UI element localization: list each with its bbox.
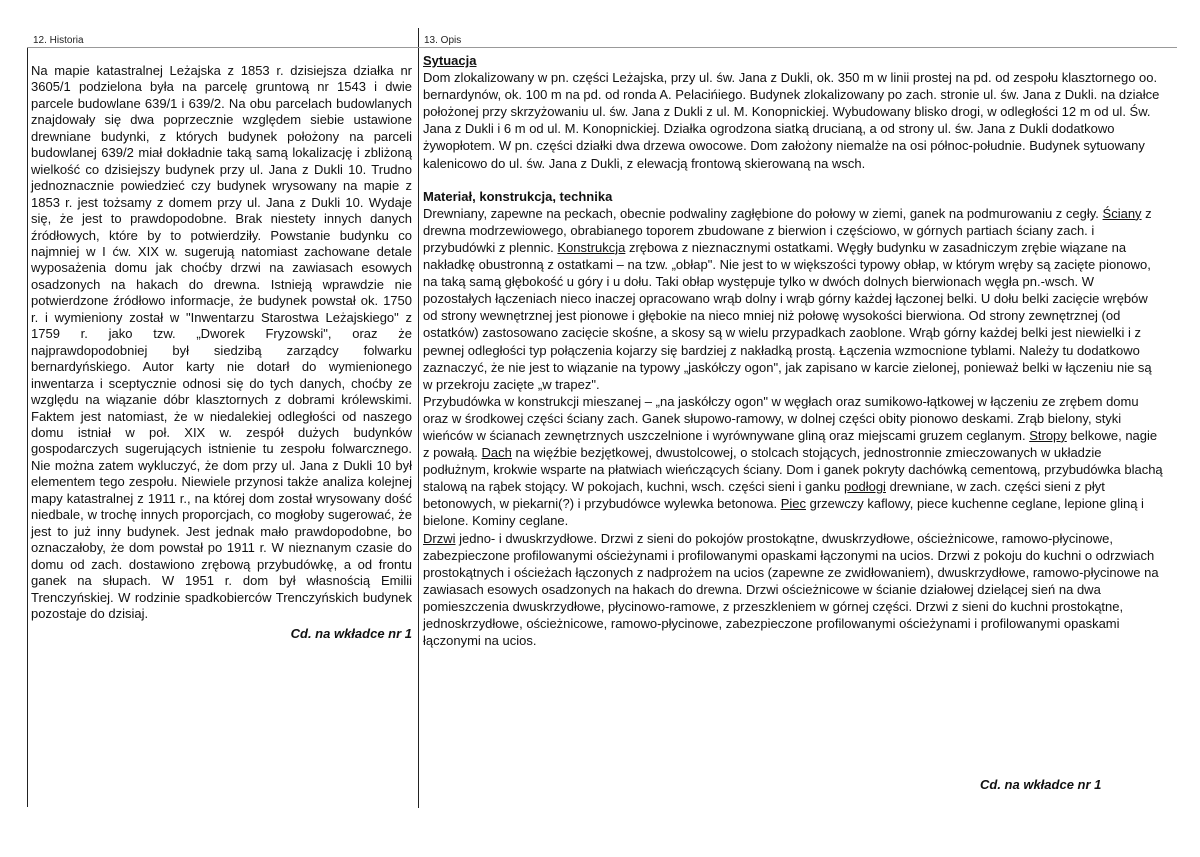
heading-situation: Sytuacja [423, 53, 477, 68]
section-header-history: 12. Historia [33, 35, 84, 46]
text-span: Drewniany, zapewne na peckach, obecnie podwaliny zagłębione do połowy w ziemi, ganek na podmurowaniu z cegły. [423, 205, 1103, 221]
text-span: z drewna modrzewiowego, obrabianego toporem zbudowane z bierwion i częściowo, w górnych partiach ściany zach. i przybudówki z plennic. [423, 205, 1152, 255]
text-span: grzewczy kaflowy, piece kuchenne ceglane, lepione gliną i bielone. Kominy ceglane. [423, 496, 1144, 529]
column-divider [418, 28, 419, 808]
history-text: Na mapie katastralnej Leżajska z 1853 r. dzisiejsza działka nr 3605/1 podzielona była na parcelę gruntową nr 1543 i dwie parcele budowlane 639/1 i 639/2. Na obu parcelach budowlanych znajdowały się dwa poprzecznie względem siebie ustawione drewniane budynki, z których budynek położony na parceli budowlanej 639/2 miał dokładnie taką samą lokalizację i zbliżoną wielkość co dzisiejszy budynek przy ul. Jana z Dukli 10. Trudno jednoznacznie powiedzieć czy budynek wrysowany na mapie z 1853 r. jest tożsamy z domem przy ul. Jana z Dukli 10. Wydaje się, że jest to prawdopodobne. Brak niestety innych danych źródłowych, które by to potwierdziły. Powstanie budynku co najmniej w I ćw. XIX w. sugerują natomiast zachowane detale wyposażenia domu jak choćby drzwi na zawiasach esowych osadzonych na hakach do drewna. Istnieją wprawdzie nie potwierdzone źródłowo informacje, że budynek powstał ok. 1750 r. i wymieniony został w "Inwentarzu Starostwa Leżajskiego" z 1759 r. jako tzw. „Dworek Fryzowski", oraz że najprawdopodobniej był siedzibą zarządcy folwarku bernardyńskiego. Autor karty nie dotarł do wymienionego inwentarza i sceptycznie odnosi się do tych danych, choćby ze względu na wiązanie dóbr klasztornych z dobrami królewskimi. Faktem jest natomiast, że w niedalekiej odległości od naszego domu istniał w poł. XIX w. zespół dużych budynków gospodarczych sugerujących istnienie tu zespołu folwarcznego. Nie można zatem wykluczyć, że dom przy ul. Jana z Dukli 10 był elementem tego zespołu. Niewiele przynosi także analiza kolejnej mapy katastralnej z 1911 r., na której dom został wrysowany dość niedbale, w trochę innych proporcjach, co mogłoby sugerować, że jest to już inny budynek. Jest jednak mało prawdopodobne, bo oznaczałoby, że dom powstał po 1911 r. W nieznanym czasie do domu od zach. dostawiono zrębową przybudówkę, a od frontu ganek na słupach. W 1951 r. dom był własnością Emilii Trenczyńskiej. W rodzinie spadkobierców Trenczyńskich budynek pozostaje do dzisiaj. [31, 63, 412, 621]
section-header-description: 13. Opis [424, 35, 462, 46]
description-section [423, 52, 1163, 649]
continued-note-left: Cd. na wkładce nr 1 [290, 626, 412, 642]
term-floors: podłogi [844, 479, 886, 495]
term-doors: Drzwi [423, 530, 456, 546]
term-construction: Konstrukcja [557, 239, 626, 255]
text-span: drewniane, w zach. części sieni z płyt betonowych, w piekarni(?) i przybudówce wylewka betonowa. [423, 479, 1105, 512]
heading-material: Materiał, konstrukcja, technika [423, 188, 613, 204]
text-span: zrębowa z nieznacznymi ostatkami. Węgły budynku w zasadniczym zrębie wiązane na nakładkę obustronną z ostatkami – na tzw. „obłap". Nie jest to w większości typowy obłap, w którym wręby są zacięte pionowo, na taką samą głębokość u góry i u dołu. Taki obłap występuje tylko w dwóch dolnych bierwionach węgła pn.-wsch. W pozostałych łączeniach nieco inaczej opracowano wrąb dolny i wrąb górny każdej łączonej belki. U dołu belki zacięcie wrębów od strony wewnętrznej jest pionowe i głębokie na nieco mniej niż połowę wysokości bierwiona. Od strony zewnętrznej (od ostatków) zastosowano zacięcie skośne, a skosy są w wielu przypadkach zaoblone. Wrąb górny każdej belki jest niewielki i z pewnej odległości typ połączenia kojarzy się bardziej z nakładką prostą. Łączenia wzmocnione tyblami. Należy tu dodatkowo zaznaczyć, że nie jest to wiązanie na typowy „jaskółczy ogon", jak zapisano w karcie zielonej, ponieważ belki w łączeniu nie są w przekroju zacięte „w trapez". [423, 239, 1152, 392]
left-border [27, 47, 28, 807]
text-span: belkowe, nagie z powałą. [423, 427, 1158, 461]
header-rule [27, 47, 1177, 48]
term-roof: Dach [481, 445, 512, 461]
material-paragraph-1 [423, 205, 1163, 393]
term-walls: Ściany [1102, 205, 1142, 221]
history-section [31, 63, 412, 643]
situation-text: Dom zlokalizowany w pn. części Leżajska, przy ul. św. Jana z Dukli, ok. 350 m w linii prostej na pd. od zespołu klasztornego oo. bernardynów, ok. 100 m na pd. od ronda A. Pelacińiego. Budynek zlokalizowany po zach. stronie ul. św. Jana z Dukli. na działce położonej przy skrzyżowaniu ul. św. Jana z Dukli z ul. M. Konopnickiej. Wybudowany blisko drogi, w odległości 12 m od ul. Św. Jana z Dukli i 6 m od ul. M. Konopnickiej. Działka ogrodzona siatką drucianą, a od strony ul. św. Jana z Dukli dodatkowo żywopłotem. W pn. części działki dwa drzewa owocowe. Dom założony niemalże na osi północ-południe. Budynek sytuowany kalenicowo do ul. św. Jana z Dukli, z elewacją frontową skierowaną na wsch. [423, 70, 1160, 171]
text-span: Przybudówka w konstrukcji mieszanej – „na jaskółczy ogon" w węgłach oraz sumikowo-łątkowej w łączeniu ze zrębem domu oraz w środkowej części ściany zach. Ganek słupowo-ramowy, w dolnej części obity pionowo deskami. Zrąb bielony, styki wieńców w ścianach zewnętrznych uszczelnione i wyrównywane gliną oraz miejscami gruzem ceglanym. [423, 393, 1139, 443]
term-stove: Piec [780, 496, 806, 512]
material-paragraph-3 [423, 530, 1163, 650]
text-span: na więźbie bezjętkowej, dwustolcowej, o stolcach stojących, jednostronnie zmieczowanych w układzie podłużnym, krokwie wsparte na płatwiach wieńczących ściany. Dom i ganek pokryty dachówką cementową, przybudówka blachą stalową na rąbek stojący. W pokojach, kuchni, wsch. części sieni i ganku [423, 445, 1163, 495]
material-paragraph-2 [423, 393, 1163, 530]
text-span: jedno- i dwuskrzydłowe. Drzwi z sieni do pokojów prostokątne, dwuskrzydłowe, ościeżnicowe, ramowo-płycinowe, zabezpieczone profilowanymi ościeżynami i profilowanymi opaskami łączonymi na ucios. Drzwi z pokoju do kuchni o odrzwiach prostokątnych i ościeżach łączonych z nadprożem na ucios (zapewne ze zwidłowaniem), dwuskrzydłowe, ramowo-płycinowe na zawiasach esowych osadzonych na hakach do drewna. Drzwi ościeżnicowe w ścianie działowej dzielącej sień na dwa pomieszczenia dwuskrzydłowe, płycinowo-ramowe, z przeszkleniem w górnej części. Drzwi z sieni do kuchni prostokątne, jednoskrzydłowe, ościeżnicowe, ramowo-płycinowe, zabezpieczone profilowanymi ościeżynami i profilowanymi opaskami łączonymi na ucios. [423, 530, 1159, 649]
continued-note-right: Cd. na wkładce nr 1 [980, 777, 1102, 792]
term-ceilings: Stropy [1029, 427, 1067, 443]
